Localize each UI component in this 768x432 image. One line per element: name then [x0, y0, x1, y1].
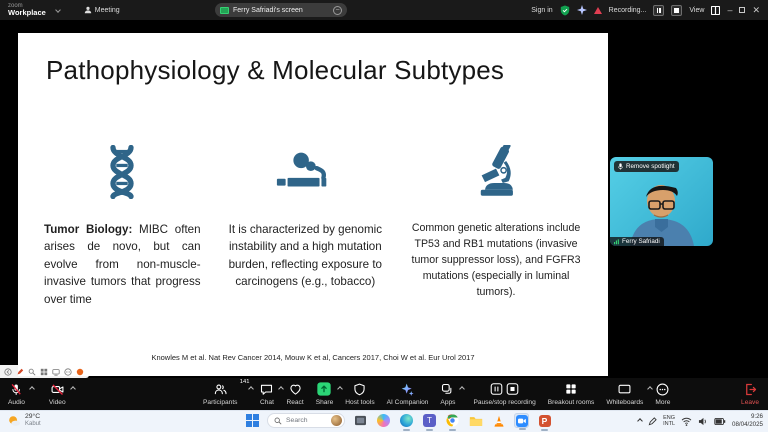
col2-body: It is characterized by genomic instability and a high mutation burden, reflecting exposure to carcinogens (e.g., tobacco)	[228, 223, 383, 289]
column-tumor-biology	[44, 133, 201, 308]
ai-sparkle-icon[interactable]	[577, 5, 587, 15]
presenter-controls	[0, 365, 89, 378]
breakout-rooms-label: Breakout rooms	[547, 399, 595, 406]
whiteboards-label: Whiteboards	[606, 399, 644, 406]
zoom-app-icon[interactable]	[514, 413, 529, 428]
remove-spotlight-badge[interactable]	[614, 161, 679, 172]
recording-status: Recording...	[608, 6, 647, 14]
participants-chevron-icon[interactable]	[249, 386, 255, 392]
leave-label: Leave	[741, 399, 759, 406]
breakout-rooms-icon	[564, 382, 578, 396]
chat-label: Chat	[259, 399, 274, 406]
whiteboard-icon	[617, 382, 632, 397]
all-slides-icon[interactable]	[40, 368, 48, 376]
taskbar-weather-widget[interactable]	[7, 413, 41, 428]
search-placeholder: Search	[286, 417, 308, 424]
audio-level-icon	[614, 239, 620, 245]
mic-muted-icon	[9, 382, 23, 397]
zoom-workplace-logo[interactable]	[8, 3, 46, 17]
speaker-icon[interactable]	[698, 417, 708, 426]
meeting-toolbar	[0, 378, 768, 410]
taskbar-search-box[interactable]	[267, 413, 345, 428]
close-button[interactable]: ✕	[752, 5, 760, 15]
share-label: Share	[315, 399, 334, 406]
lang-line2: INTL	[663, 421, 676, 428]
audio-options-chevron-icon[interactable]	[29, 386, 35, 392]
taskbar-clock[interactable]	[732, 413, 763, 429]
search-icon	[274, 417, 282, 425]
camera-off-icon	[50, 382, 65, 397]
pause-stop-recording-button[interactable]	[473, 381, 535, 406]
more-options-icon[interactable]	[64, 368, 72, 376]
apps-chevron-icon[interactable]	[460, 386, 466, 392]
presentation-slide	[18, 33, 608, 376]
leave-door-icon	[743, 382, 758, 397]
chat-chevron-icon[interactable]	[279, 386, 285, 392]
pause-recording-button[interactable]	[653, 5, 664, 16]
security-shield-icon[interactable]	[560, 5, 570, 16]
zoom-slide-icon[interactable]	[28, 368, 36, 376]
share-chevron-icon[interactable]	[337, 386, 343, 392]
windows-start-button[interactable]	[246, 414, 259, 427]
whiteboards-button[interactable]	[606, 381, 643, 406]
view-layout-icon	[711, 6, 720, 15]
person-icon	[84, 6, 92, 14]
cigarette-icon	[274, 151, 336, 193]
participants-icon	[213, 382, 228, 397]
ai-companion-sparkle-icon	[400, 382, 415, 397]
chevron-down-icon[interactable]	[55, 7, 61, 13]
copilot-icon[interactable]	[376, 413, 391, 428]
video-options-chevron-icon[interactable]	[70, 386, 76, 392]
meeting-menu-label: Meeting	[94, 6, 120, 14]
search-highlight-image	[331, 415, 342, 426]
stop-recording-button[interactable]	[671, 5, 682, 16]
shield-icon	[352, 382, 367, 397]
host-tools-button[interactable]	[345, 381, 374, 406]
pause-stop-recording-label: Pause/stop recording	[473, 399, 536, 406]
video-label: Video	[48, 399, 66, 406]
audio-button[interactable]	[8, 381, 25, 406]
ai-companion-label: AI Companion	[386, 399, 429, 406]
sign-in-link[interactable]: Sign in	[531, 6, 553, 14]
chat-bubble-icon	[259, 382, 274, 397]
heart-icon	[288, 382, 303, 397]
pen-tool-icon[interactable]	[16, 368, 24, 376]
pen-input-icon[interactable]	[648, 417, 657, 426]
react-button[interactable]	[286, 381, 303, 406]
share-button[interactable]	[316, 381, 334, 406]
column-genomic-instability	[229, 133, 383, 308]
share-screen-icon	[316, 381, 332, 397]
chrome-icon[interactable]	[445, 413, 460, 428]
shared-screen-stage	[0, 20, 768, 378]
participants-button[interactable]	[203, 379, 250, 406]
chat-button[interactable]	[259, 381, 274, 406]
apps-label: Apps	[440, 399, 456, 406]
powerpoint-icon[interactable]: P	[537, 413, 552, 428]
weather-condition: Kabut	[25, 421, 41, 428]
col1-body: MIBC often arises de novo, but can evolve from non-muscle-invasive tumors that progress over time	[44, 223, 201, 306]
breakout-rooms-button[interactable]	[548, 381, 595, 406]
app-name-small: zoom	[8, 3, 23, 10]
slide-citation: Knowles M et al. Nat Rev Cancer 2014, Mouw K et al, Cancers 2017, Choi W et al. Eur Urol 2017	[151, 353, 475, 362]
app-name: Workplace	[8, 8, 46, 18]
apps-button[interactable]	[440, 381, 455, 406]
participant-video-tile[interactable]	[610, 157, 713, 246]
ai-companion-button[interactable]	[387, 381, 429, 406]
task-view-icon[interactable]	[353, 413, 368, 428]
col3-body: Common genetic alterations include TP53 and RB1 mutations (invasive tumor suppressor loss), and FGFR3 mutations (especially in luminal tumors).	[411, 222, 581, 298]
battery-icon[interactable]	[714, 418, 726, 425]
wifi-icon[interactable]	[681, 417, 692, 426]
stop-share-icon[interactable]: −	[333, 6, 342, 15]
file-explorer-icon[interactable]	[468, 413, 483, 428]
clock-date: 08/04/2025	[732, 421, 763, 429]
previous-slide-icon[interactable]	[4, 368, 12, 376]
teams-icon[interactable]: T	[422, 413, 437, 428]
stop-recording-icon	[506, 382, 519, 396]
windows-taskbar	[0, 410, 768, 432]
keyboard-language-indicator[interactable]	[663, 415, 675, 428]
host-tools-label: Host tools	[345, 399, 375, 406]
audio-label: Audio	[8, 399, 25, 406]
record-indicator-icon[interactable]	[76, 368, 84, 376]
more-button[interactable]	[655, 381, 670, 406]
leave-button[interactable]	[741, 381, 759, 406]
clock-time: 9:26	[750, 413, 763, 420]
view-button[interactable]: View	[689, 6, 705, 14]
remove-spotlight-label: Remove spotlight	[626, 163, 675, 170]
pause-recording-icon	[490, 382, 503, 396]
more-label: More	[655, 399, 671, 406]
participants-count-badge: 141	[239, 379, 250, 385]
whiteboards-chevron-icon[interactable]	[648, 386, 654, 392]
dna-icon	[103, 145, 141, 199]
shared-screen-title: Ferry Safriadi's screen	[233, 6, 303, 14]
participant-nameplate	[610, 237, 664, 246]
screen-share-icon	[220, 7, 229, 14]
display-settings-icon[interactable]	[52, 368, 60, 376]
weather-temperature: 29°C	[25, 413, 41, 420]
slide-title: Pathophysiology & Molecular Subtypes	[46, 55, 505, 85]
tray-show-hidden-icon[interactable]	[637, 418, 643, 424]
react-label: React	[286, 399, 304, 406]
maximize-button[interactable]	[739, 7, 745, 13]
shared-screen-tab[interactable]	[215, 3, 347, 17]
participants-label: Participants	[203, 399, 238, 406]
edge-browser-icon[interactable]	[399, 413, 414, 428]
lang-line1: ENG	[663, 414, 676, 421]
meeting-menu[interactable]	[84, 6, 120, 14]
titlebar	[0, 0, 768, 20]
apps-icon	[440, 382, 455, 397]
vlc-icon[interactable]	[491, 413, 506, 428]
minimize-button[interactable]: –	[727, 5, 733, 15]
spotlight-mic-icon	[618, 163, 623, 170]
participant-name: Ferry Safriadi	[622, 238, 660, 245]
col1-lead: Tumor Biology:	[44, 223, 133, 236]
weather-icon	[7, 414, 21, 428]
recording-indicator-icon	[594, 7, 602, 14]
column-genetic-alterations	[410, 133, 582, 308]
more-ellipsis-icon	[655, 382, 670, 397]
video-button[interactable]	[49, 381, 66, 406]
microscope-icon	[474, 145, 518, 199]
